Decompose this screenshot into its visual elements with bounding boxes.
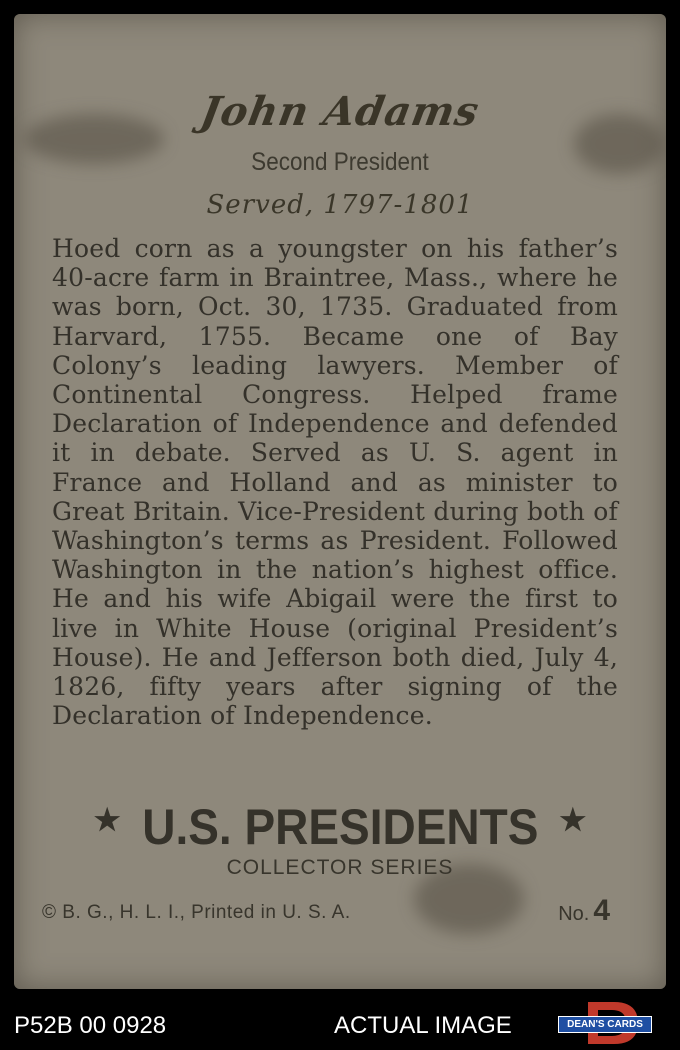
president-signature: John Adams [197,88,483,135]
card-number-label: No. [558,903,590,925]
card-number [558,894,610,928]
copyright-line: © B. G., H. L. I., Printed in U. S. A. [42,902,351,923]
deans-cards-logo [558,1000,652,1046]
series-subtitle: COLLECTOR SERIES [226,856,454,879]
biography-text: Hoed corn as a youngster on his father’s 40-acre farm in Braintree, Mass., where he was born, Oct. 30, 1735. Graduated from Harvard, 1755. Became one of Bay Colony’s leading lawyers. Member of Continental Congress. Helped frame Declaration of Independence and defended it in debate. Served as U. S. agent in France and Holland and as minister to Great Britain. Vice-President during both of Washington’s terms as President. Followed Washington in the nation’s highest office. He and his wife Abigail were the first to live in White House (original President’s House). He and Jefferson both died, July 4, 1826, fifty years after signing of the Declaration of Independence. [52,234,618,731]
trading-card-back [14,14,666,989]
logo-text: DEAN'S CARDS [558,1016,652,1033]
actual-image-label: ACTUAL IMAGE [334,1012,512,1039]
series-title-text: U.S. PRESIDENTS [141,799,539,855]
card-number-value: 4 [593,894,610,927]
series-title [14,798,666,856]
inventory-id: P52B 00 0928 [14,1012,167,1039]
term-served: Served, 1797-1801 [206,190,474,220]
star-icon: ★ [559,804,587,837]
star-icon: ★ [93,804,121,837]
president-ordinal: Second President [251,148,429,176]
